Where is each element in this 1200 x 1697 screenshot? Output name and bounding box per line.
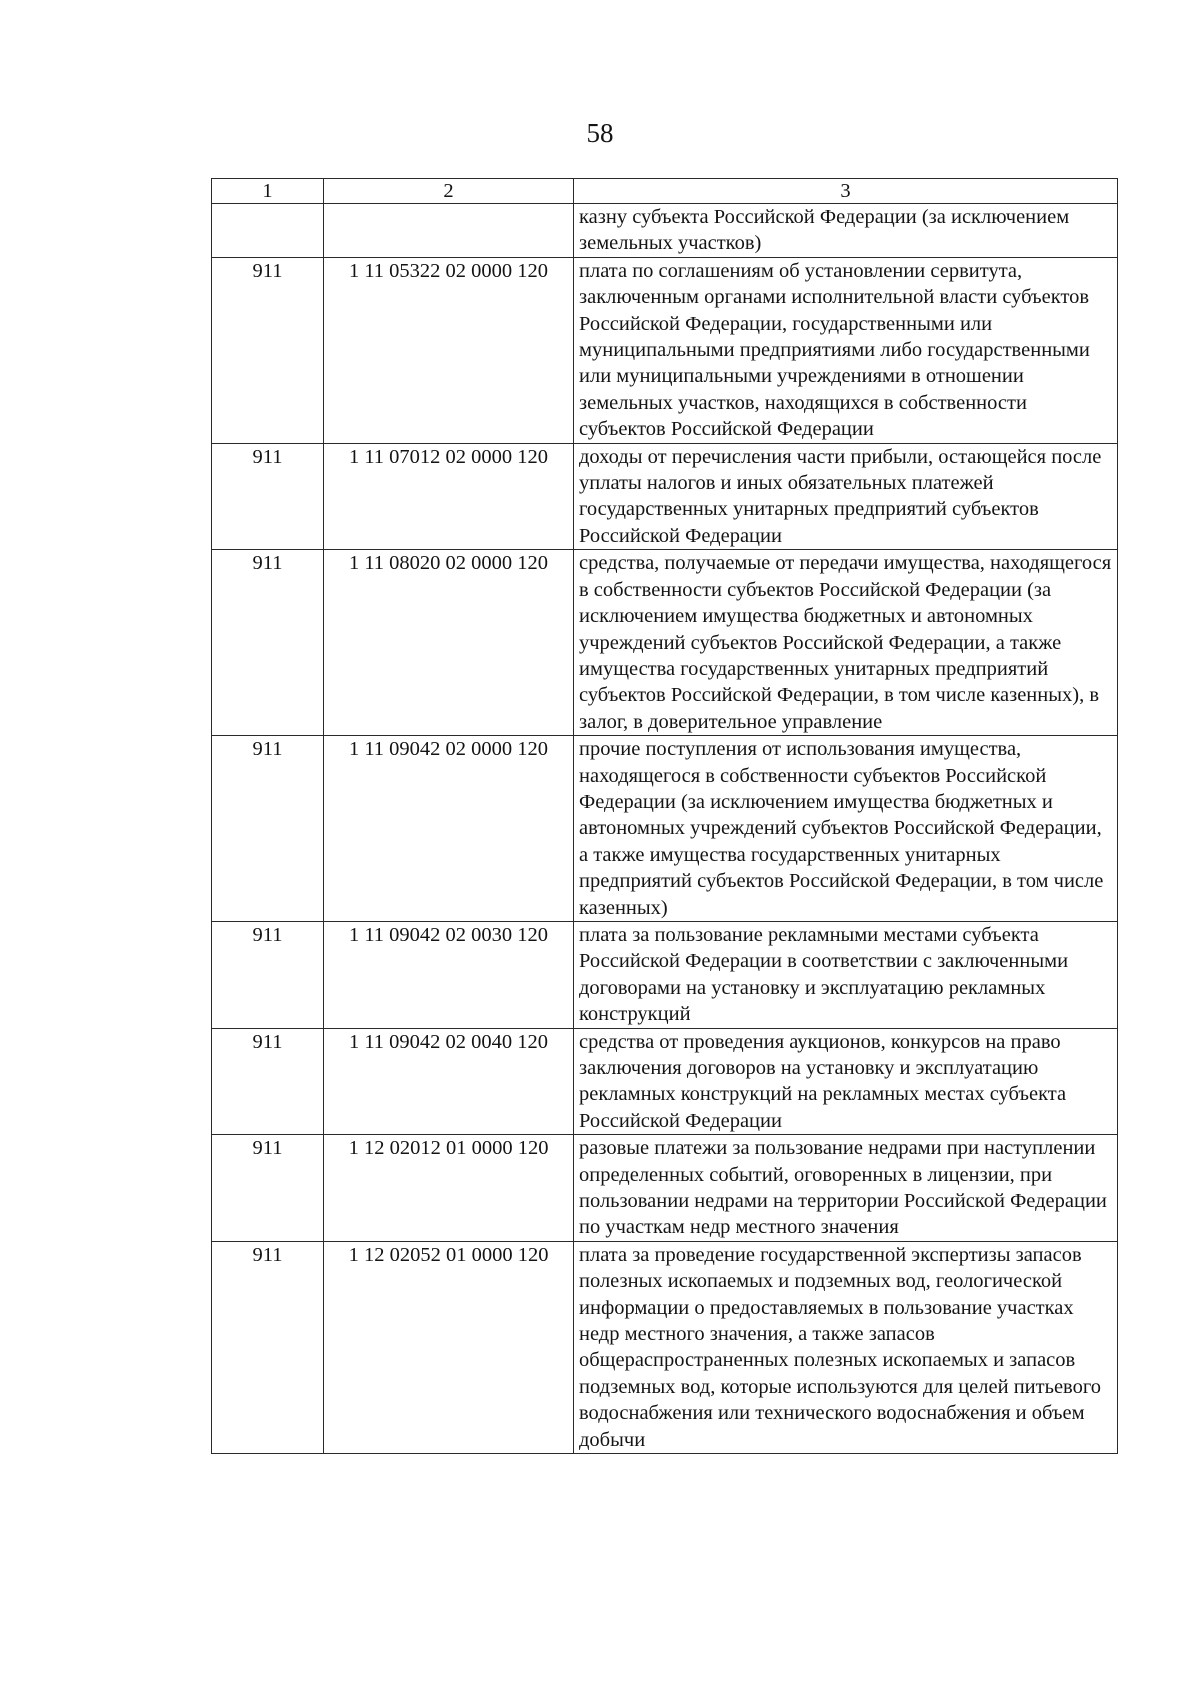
table-row (212, 921, 1118, 1028)
admin-code-cell: 911 (212, 1135, 324, 1242)
admin-code-cell: 911 (212, 257, 324, 443)
table-row (212, 204, 1118, 258)
revenue-name-cell: доходы от перечисления части прибыли, остающейся после уплаты налогов и иных обязательных платежей государственных унитарных предприятий субъектов Российской Федерации (574, 443, 1118, 550)
table-header-row (212, 179, 1118, 204)
table-row (212, 257, 1118, 443)
table-row (212, 1028, 1118, 1135)
page-number: 58 (586, 118, 614, 148)
revenue-name-cell: средства, получаемые от передачи имущества, находящегося в собственности субъектов Российской Федерации (за исключением имущества бюджетных и автономных учреждений субъектов Российской Федерации, а также имущества государственных унитарных предприятий субъектов Российской Федерации, в том числе казенных), в залог, в доверительное управление (574, 550, 1118, 736)
admin-code-cell: 911 (212, 1028, 324, 1135)
table-row (212, 443, 1118, 550)
budget-code-cell: 1 12 02012 01 0000 120 (324, 1135, 574, 1242)
column-number-3: 3 (574, 179, 1118, 204)
admin-code-cell: 911 (212, 550, 324, 736)
revenue-name-cell: плата по соглашениям об установлении сервитута, заключенным органами исполнительной власти субъектов Российской Федерации, государственными или муниципальными предприятиями либо государственными или муниципальными учреждениями в отношении земельных участков, находящихся в собственности субъектов Российской Федерации (574, 257, 1118, 443)
admin-code-cell: 911 (212, 921, 324, 1028)
revenue-name-cell: прочие поступления от использования имущества, находящегося в собственности субъектов Российской Федерации (за исключением имущества бюджетных и автономных учреждений субъектов Российской Федерации, а также имущества государственных унитарных предприятий субъектов Российской Федерации, в том числе казенных) (574, 736, 1118, 922)
table-row (212, 1135, 1118, 1242)
table-row (212, 550, 1118, 736)
admin-code-cell: 911 (212, 443, 324, 550)
budget-code-cell: 1 11 08020 02 0000 120 (324, 550, 574, 736)
table-row (212, 1241, 1118, 1453)
admin-code-cell (212, 204, 324, 258)
budget-code-cell: 1 11 09042 02 0000 120 (324, 736, 574, 922)
column-number-2: 2 (324, 179, 574, 204)
budget-code-cell: 1 11 05322 02 0000 120 (324, 257, 574, 443)
budget-code-cell (324, 204, 574, 258)
admin-code-cell: 911 (212, 1241, 324, 1453)
budget-code-cell: 1 11 07012 02 0000 120 (324, 443, 574, 550)
admin-code-cell: 911 (212, 736, 324, 922)
budget-code-cell: 1 11 09042 02 0030 120 (324, 921, 574, 1028)
column-number-1: 1 (212, 179, 324, 204)
revenue-name-cell: разовые платежи за пользование недрами при наступлении определенных событий, оговоренных в лицензии, при пользовании недрами на территории Российской Федерации по участкам недр местного значения (574, 1135, 1118, 1242)
revenue-name-cell: плата за проведение государственной экспертизы запасов полезных ископаемых и подземных вод, геологической информации о предоставляемых в пользование участках недр местного значения, а также запасов общераспространенных полезных ископаемых и запасов подземных вод, которые используются для целей питьевого водоснабжения или технического водоснабжения и объем добычи (574, 1241, 1118, 1453)
table-row (212, 736, 1118, 922)
revenue-name-cell: плата за пользование рекламными местами субъекта Российской Федерации в соответствии с заключенными договорами на установку и эксплуатацию рекламных конструкций (574, 921, 1118, 1028)
revenue-name-cell: средства от проведения аукционов, конкурсов на право заключения договоров на установку и эксплуатацию рекламных конструкций на рекламных местах субъекта Российской Федерации (574, 1028, 1118, 1135)
revenue-name-cell: казну субъекта Российской Федерации (за исключением земельных участков) (574, 204, 1118, 258)
budget-code-cell: 1 12 02052 01 0000 120 (324, 1241, 574, 1453)
budget-code-table (211, 178, 1118, 1454)
budget-code-cell: 1 11 09042 02 0040 120 (324, 1028, 574, 1135)
